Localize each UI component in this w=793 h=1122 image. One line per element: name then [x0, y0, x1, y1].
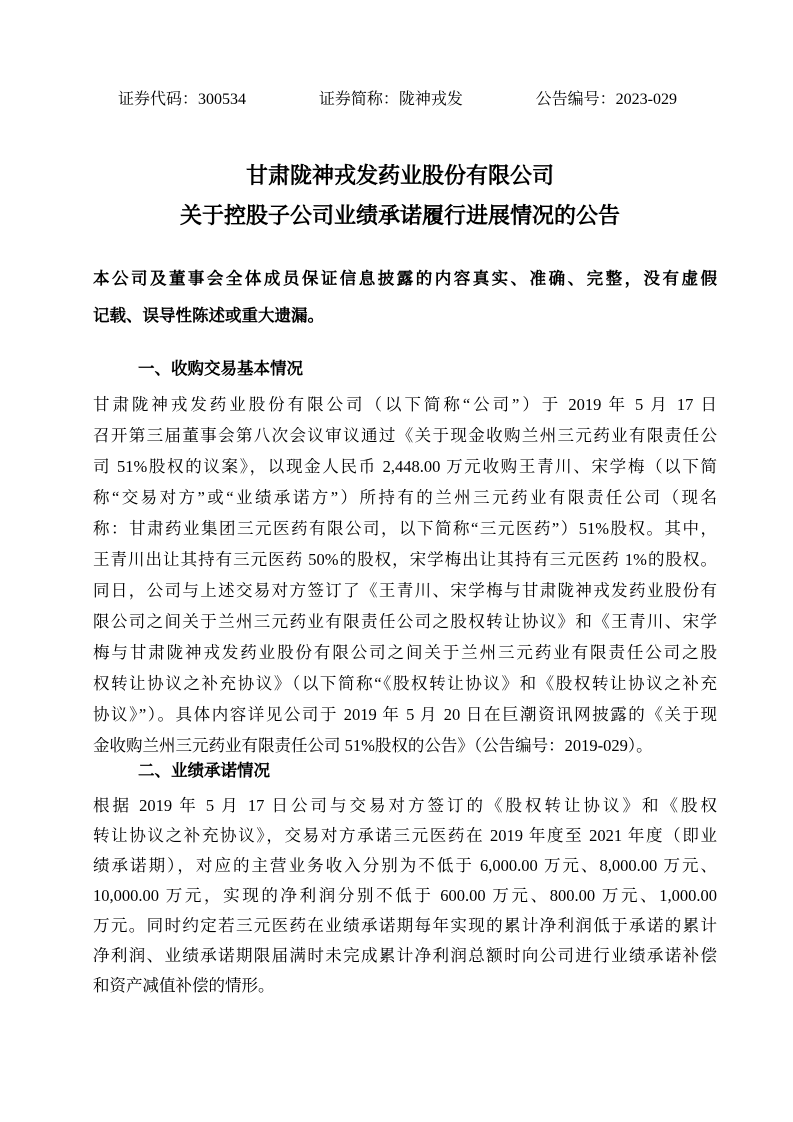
paragraph-line: 限公司之间关于兰州三元药业有限责任公司之股权转让协议》和《王青川、宋学	[93, 612, 717, 631]
announcement-number: 公告编号：2023-029	[535, 91, 677, 108]
paragraph-line: 10,000.00 万元，实现的净利润分别不低于 600.00 万元、800.00 万元、1,000.00	[93, 886, 717, 905]
paragraph-line: 根据 2019 年 5 月 17 日公司与交易对方签订的《股权转让协议》和《股权	[93, 796, 717, 815]
paragraph-line: 王青川出让其持有三元医药 50%的股权，宋学梅出让其持有三元医药 1%的股权。	[93, 550, 717, 569]
paragraph-line: 万元。同时约定若三元医药在业绩承诺期每年实现的累计净利润低于承诺的累计	[93, 916, 717, 935]
paragraph-line: 称：甘肃药业集团三元医药有限公司，以下简称“三元医药”）51%股权。其中，	[93, 519, 717, 538]
section-1-heading: 一、收购交易基本情况	[138, 359, 303, 378]
section-2-heading: 二、业绩承诺情况	[138, 761, 270, 780]
paragraph-line: 司 51%股权的议案》，以现金人民币 2,448.00 万元收购王青川、宋学梅（以下简	[93, 457, 717, 476]
document-header	[118, 90, 677, 110]
paragraph-line: 同日，公司与上述交易对方签订了《王青川、宋学梅与甘肃陇神戎发药业股份有	[93, 581, 717, 600]
paragraph-line: 协议》”）。具体内容详见公司于 2019 年 5 月 20 日在巨潮资讯网披露的《关于现	[93, 705, 717, 724]
paragraph-line: 权转让协议之补充协议》（以下简称“《股权转让协议》和《股权转让协议之补充	[93, 674, 717, 693]
paragraph-line: 净利润、业绩承诺期限届满时未完成累计净利润总额时向公司进行业绩承诺补偿	[93, 946, 717, 965]
paragraph-line: 召开第三届董事会第八次会议审议通过《关于现金收购兰州三元药业有限责任公	[93, 426, 717, 445]
paragraph-line: 金收购兰州三元药业有限责任公司 51%股权的公告》（公告编号：2019-029）。	[93, 736, 653, 755]
section-2-paragraph	[93, 791, 717, 1001]
title-line-2: 关于控股子公司业绩承诺履行进展情况的公告	[179, 203, 620, 228]
title-line-1: 甘肃陇神戎发药业股份有限公司	[245, 163, 554, 188]
paragraph-line: 转让协议之补充协议》，交易对方承诺三元医药在 2019 年度至 2021 年度（即业	[93, 826, 717, 845]
paragraph-line: 和资产减值补偿的情形。	[93, 976, 275, 995]
statement-line: 记载、误导性陈述或重大遗漏。	[93, 306, 324, 325]
paragraph-line: 甘肃陇神戎发药业股份有限公司（以下简称“公司”）于 2019 年 5 月 17 日	[93, 395, 717, 414]
section-1-paragraph	[93, 389, 717, 761]
document-title	[90, 156, 710, 236]
stock-abbreviation: 证券简称：陇神戎发	[318, 91, 463, 108]
paragraph-line: 称“交易对方”或“业绩承诺方”）所持有的兰州三元药业有限责任公司（现名	[93, 488, 717, 507]
stock-code: 证券代码：300534	[118, 91, 247, 108]
disclaimer-statement	[93, 260, 717, 334]
paragraph-line: 绩承诺期），对应的主营业务收入分别为不低于 6,000.00 万元、8,000.00 万元、	[93, 856, 717, 875]
paragraph-line: 梅与甘肃陇神戎发药业股份有限公司之间关于兰州三元药业有限责任公司之股	[93, 643, 717, 662]
statement-line: 本公司及董事会全体成员保证信息披露的内容真实、准确、完整，没有虚假	[93, 269, 717, 288]
